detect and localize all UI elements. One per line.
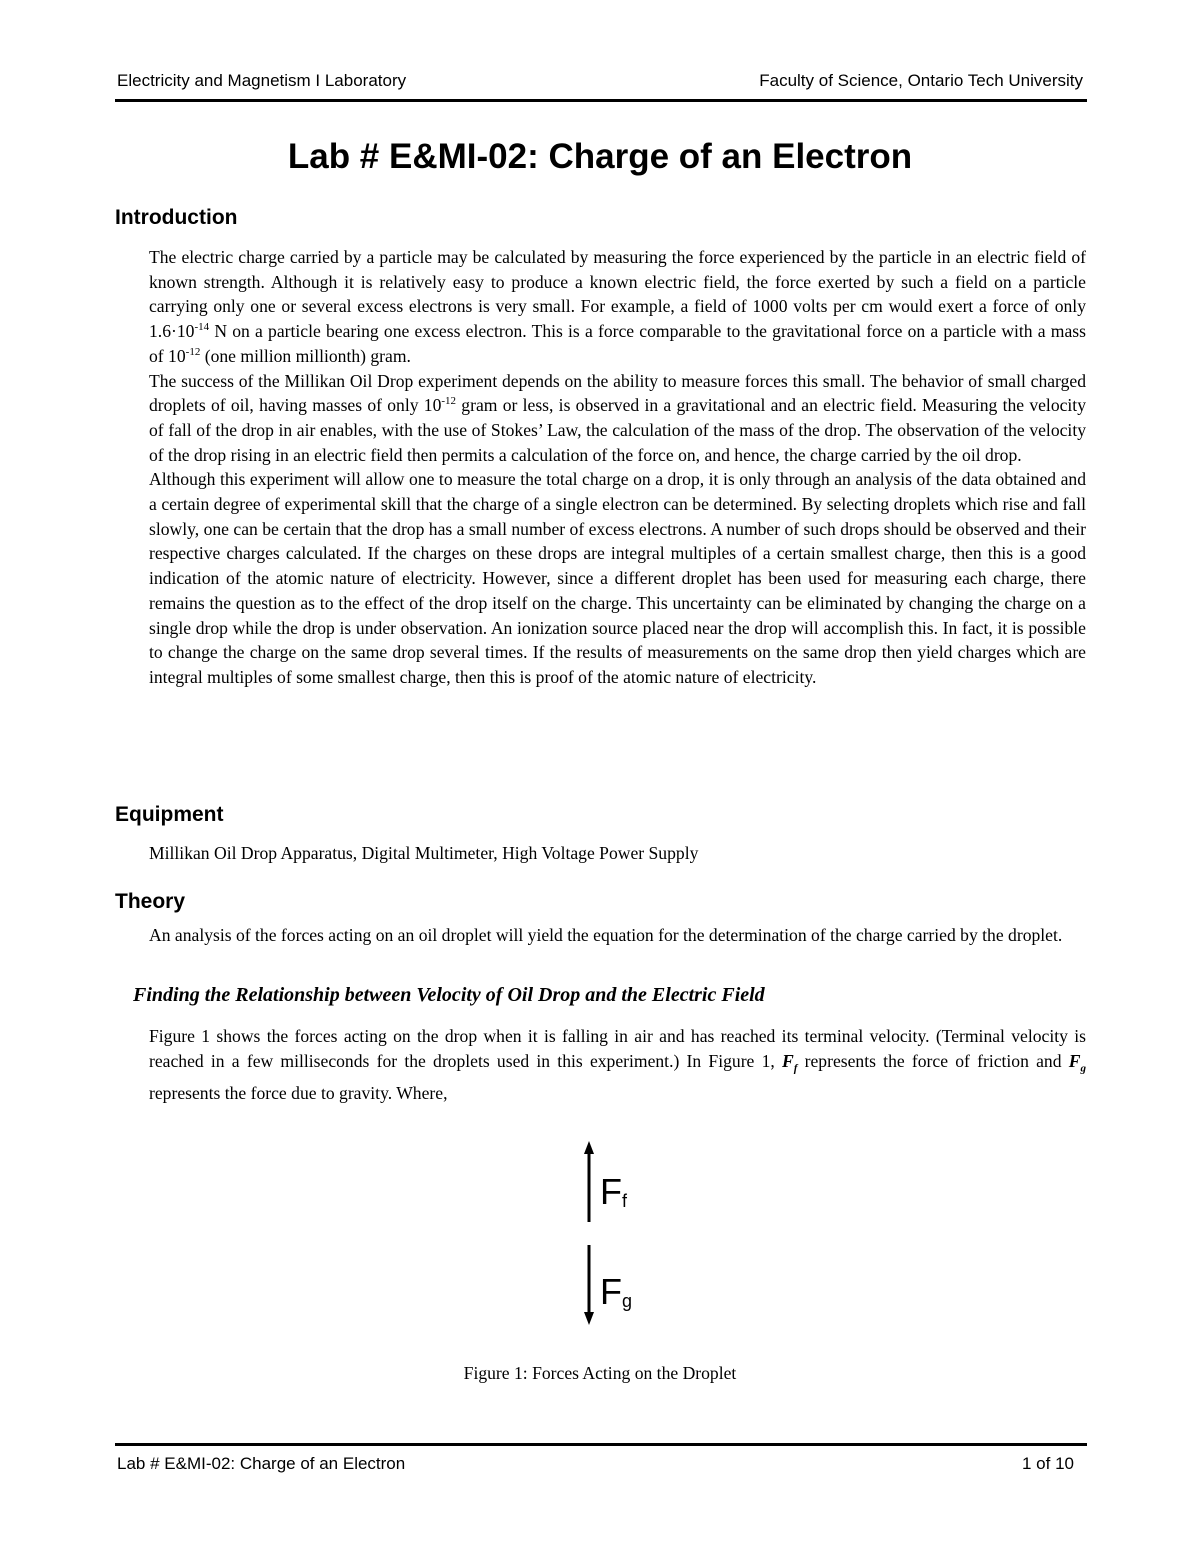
intro-paragraph-2: The success of the Millikan Oil Drop experiment depends on the ability to measure forces this small. The behavior of small charged droplets of oil, having masses of only $10^{-12}$ gram or less, is observed in a gravitational and an electric field. Measuring the velocity of fall of the drop in air enables, with the use of Stokes’ Law, the calculation of the mass of the drop. The observation of the velocity of the drop rising in an electric field then permits a calculation of the force on, and hence, the charge carried by the oil drop. (149, 370, 1086, 465)
theory-subheading: Finding the Relationship between Velocity of Oil Drop and the Electric Field (133, 984, 765, 1006)
header-rule (115, 99, 1087, 102)
theory-figure-description: Figure 1 shows the forces acting on the drop when it is falling in air and has reached its terminal velocity. (Terminal velocity is reached in a few milliseconds for the droplets used in this experiment.) In Figure 1, $F_f$ represents the force of friction and $F_g$ represents the force due to gravity. Where, (149, 1026, 1086, 1103)
gravity-force-arrow (584, 1245, 594, 1325)
introduction-body (149, 245, 1086, 690)
force-diagram (540, 1138, 660, 1338)
friction-force-label: Ff (600, 1171, 628, 1212)
header-course-title: Electricity and Magnetism I Laboratory (117, 71, 407, 90)
gravity-force-label: Fg (600, 1271, 633, 1312)
header-faculty: Faculty of Science, Ontario Tech University (759, 71, 1083, 90)
figure-caption: Figure 1: Forces Acting on the Droplet (463, 1363, 737, 1383)
footer-rule (115, 1443, 1087, 1446)
equipment-list: Millikan Oil Drop Apparatus, Digital Multimeter, High Voltage Power Supply (149, 843, 699, 863)
theory-heading: Theory (115, 890, 186, 913)
intro-paragraph-3: Although this experiment will allow one to measure the total charge on a drop, it is only through an analysis of the data obtained and a certain degree of experimental skill that the charge of a single electron can be determined. By selecting droplets which rise and fall slowly, one can be certain that the drop has a small number of excess electrons. A number of such drops should be observed and their respective charges calculated. If the charges on these drops are integral multiples of a certain smallest charge, then this is a good indication of the atomic nature of electricity. However, since a different droplet has been used for measuring each charge, there remains the question as to the effect of the drop itself on the charge. This uncertainty can be eliminated by changing the charge on a single drop while the drop is under observation. An ionization source placed near the drop will accomplish this. In fact, it is possible to change the charge on the same drop several times. If the results of measurements on the same drop then yield charges which are integral multiples of some smallest charge, then this is proof of the atomic nature of electricity. (149, 469, 1086, 687)
page-number: 1 of 10 (1022, 1454, 1074, 1473)
equipment-heading: Equipment (115, 803, 224, 826)
page-title: Lab # E&MI-02: Charge of an Electron (287, 137, 913, 176)
theory-intro: An analysis of the forces acting on an oil droplet will yield the equation for the determination of the charge carried by the droplet. (149, 925, 1063, 945)
footer-lab-title: Lab # E&MI-02: Charge of an Electron (117, 1454, 406, 1473)
intro-paragraph-1: The electric charge carried by a particle may be calculated by measuring the force experienced by the particle in an electric field of known strength. Although it is relatively easy to produce a known electric field, the force exerted by such a field on a particle carrying only one or several excess electrons is very small. For example, a field of 1000 volts per cm would exert a force of only $1.6\cdot 10^{-14}$ N on a particle bearing one excess electron. This is a force comparable to the gravitational force on a particle with a mass of $10^{-12}$ (one million millionth) gram. (149, 247, 1086, 366)
friction-force-arrow (584, 1141, 594, 1222)
introduction-heading: Introduction (115, 206, 238, 229)
